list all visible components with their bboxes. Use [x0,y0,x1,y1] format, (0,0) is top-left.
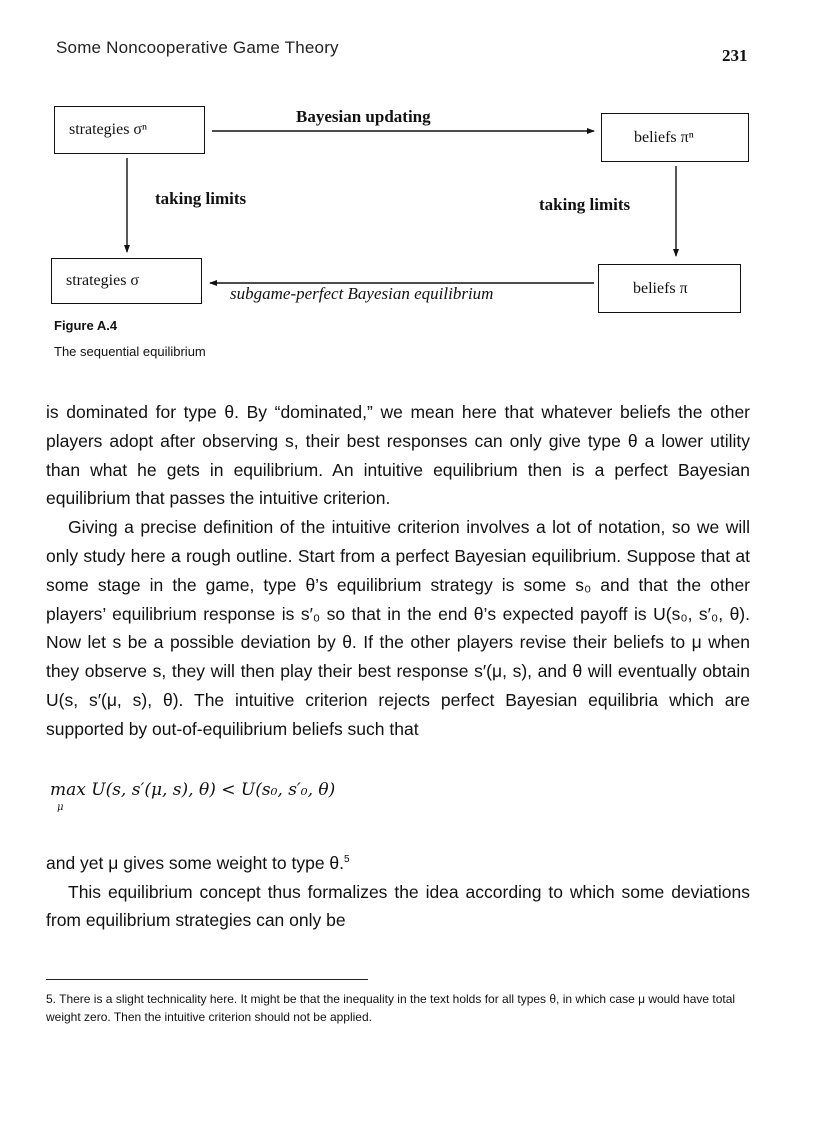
label-taking-limits-right: taking limits [539,195,631,214]
footnote-marker[interactable]: 5 [344,854,350,865]
box-strategies-n: strategies σⁿ [54,106,205,154]
footnote-divider [46,979,368,980]
box-strategies: strategies σ [51,258,202,304]
label-subgame-perfect: subgame-perfect Bayesian equilibrium [230,284,494,303]
paragraph-3-text: and yet μ gives some weight to type θ. [46,852,345,873]
label-taking-limits-left: taking limits [155,189,247,208]
body-block-2 [46,846,750,935]
box-beliefs: beliefs π [598,264,741,313]
inequality-max-subscript: μ [57,802,64,813]
footnote-text: 5. There is a slight technicality here. It might be that the inequality in the text holds for all types θ, in which case μ would have total weight zero. Then the intuitive criterion should not be applied. [46,992,736,1024]
inequality-equation: max U(s, s′(μ, s), θ) < U(s₀, s′₀, θ) [50,780,336,800]
paragraph-1: is dominated for type θ. By “dominated,” we mean here that whatever beliefs the other players adopt after observing s, their best responses can only give type θ a lower utility than what he gets in equilibrium. An intuitive equilibrium then is a perfect Bayesian equilibrium that passes the intuitive criterion. [46,402,750,509]
running-header: Some Noncooperative Game Theory [56,38,339,57]
paragraph-3 [46,846,750,878]
page-number: 231 [722,46,748,65]
footnote [46,990,736,1026]
figure-caption-text: The sequential equilibrium [54,344,206,359]
label-bayesian-updating: Bayesian updating [296,107,431,126]
figure-diagram [0,0,816,320]
body-block-1 [46,398,750,744]
paragraph-2: Giving a precise definition of the intuitive criterion involves a lot of notation, so we will only study here a rough outline. Start from a perfect Bayesian equilibrium. Suppose that at some stage in the game, type θ’s equilibrium strategy is some s₀ and that the other players’ equilibrium response is s′₀ so that in the end θ’s expected payoff is U(s₀, s′₀, θ). Now let s be a possible deviation by θ. If the other players revise their beliefs to μ when they observe s, they will then play their best response s′(μ, s), and θ will eventually obtain U(s, s′(μ, s), θ). The intuitive criterion rejects perfect Bayesian equilibria which are supported by out-of-equilibrium beliefs such that [46,517,750,739]
box-beliefs-n: beliefs πⁿ [601,113,749,162]
paragraph-4: This equilibrium concept thus formalizes the idea according to which some deviations from equilibrium strategies can only be [46,881,750,931]
figure-caption-title: Figure A.4 [54,318,118,333]
